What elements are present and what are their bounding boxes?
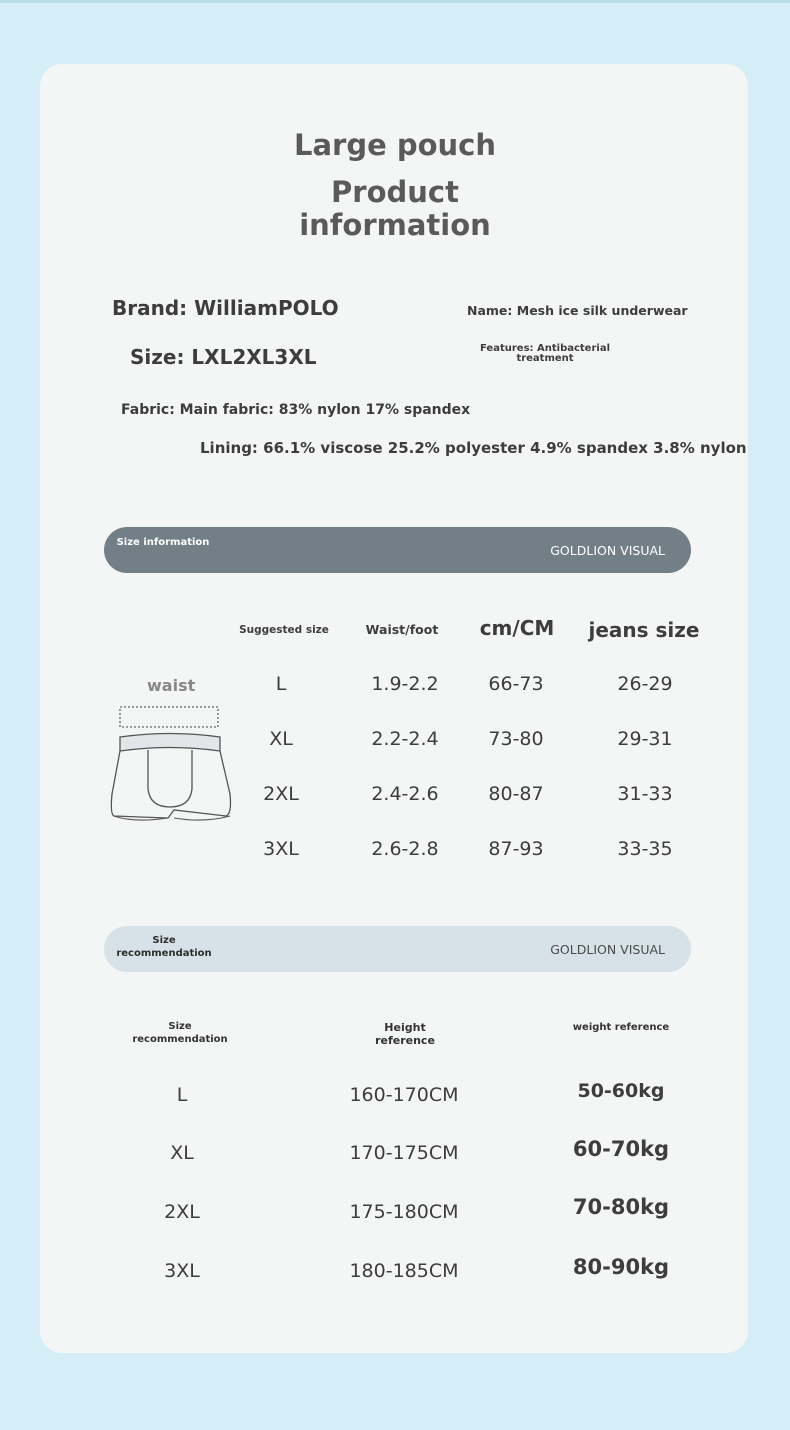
size-row-3-size: 2XL: [263, 783, 299, 805]
size-row-1-jeans: 26-29: [617, 673, 673, 695]
size-recommendation-bar: [104, 926, 691, 972]
size-information-brand: GOLDLION VISUAL: [550, 543, 665, 558]
rec-row-1-size: L: [176, 1084, 188, 1106]
rec-row-4-height: 180-185CM: [349, 1260, 459, 1282]
size-row-2-waist: 2.2-2.4: [371, 728, 439, 750]
rec-row-4-size: 3XL: [164, 1260, 200, 1282]
lining-text: Lining: 66.1% viscose 25.2% polyester 4.9% spandex 3.8% nylon: [200, 439, 747, 457]
rec-row-2-height: 170-175CM: [349, 1142, 459, 1164]
top-border: [0, 0, 790, 3]
size-recommendation-brand: GOLDLION VISUAL: [550, 942, 665, 957]
header-height-reference: Height reference: [375, 1021, 435, 1047]
size-row-2-jeans: 29-31: [617, 728, 673, 750]
size-row-4-cm: 87-93: [488, 838, 544, 860]
rec-row-3-weight: 70-80kg: [572, 1195, 670, 1219]
features-text: Features: Antibacterial treatment: [480, 343, 610, 364]
header-suggested-size: Suggested size: [239, 624, 329, 636]
page-title-line3: information: [299, 208, 491, 242]
size-information-label: Size information: [116, 537, 210, 548]
brand-text: Brand: WilliamPOLO: [112, 296, 339, 320]
fabric-text: Fabric: Main fabric: 83% nylon 17% spandex: [121, 402, 471, 418]
size-row-1-waist: 1.9-2.2: [371, 673, 439, 695]
size-row-4-jeans: 33-35: [617, 838, 673, 860]
page-title-line1: Large pouch: [293, 128, 497, 162]
underwear-icon: [104, 704, 236, 828]
header-weight-reference: weight reference: [572, 1022, 670, 1033]
size-row-1-size: L: [275, 673, 287, 695]
waist-label: waist: [147, 676, 196, 695]
header-waist-foot: Waist/foot: [365, 622, 439, 637]
name-text: Name: Mesh ice silk underwear: [467, 303, 688, 318]
header-size-recommendation: Size recommendation: [132, 1021, 228, 1045]
size-row-3-cm: 80-87: [488, 783, 544, 805]
rec-row-4-weight: 80-90kg: [572, 1255, 670, 1279]
rec-row-2-weight: 60-70kg: [572, 1137, 670, 1161]
size-row-3-jeans: 31-33: [617, 783, 673, 805]
size-text: Size: LXL2XL3XL: [130, 345, 317, 369]
rec-row-2-size: XL: [170, 1142, 194, 1164]
header-jeans-size: jeans size: [588, 618, 700, 642]
size-row-1-cm: 66-73: [488, 673, 544, 695]
size-recommendation-label: Size recommendation: [116, 935, 212, 959]
header-cm: cm/CM: [479, 616, 555, 640]
size-row-4-size: 3XL: [263, 838, 299, 860]
size-row-4-waist: 2.6-2.8: [371, 838, 439, 860]
size-row-3-waist: 2.4-2.6: [371, 783, 439, 805]
rec-row-1-height: 160-170CM: [349, 1084, 459, 1106]
rec-row-1-weight: 50-60kg: [577, 1080, 665, 1102]
rec-row-3-height: 175-180CM: [349, 1201, 459, 1223]
page-title-line2: Product: [331, 175, 459, 209]
size-row-2-size: XL: [269, 728, 293, 750]
page-title: [0, 176, 790, 242]
size-row-2-cm: 73-80: [488, 728, 544, 750]
size-information-bar: [104, 527, 691, 573]
rec-row-3-size: 2XL: [164, 1201, 200, 1223]
